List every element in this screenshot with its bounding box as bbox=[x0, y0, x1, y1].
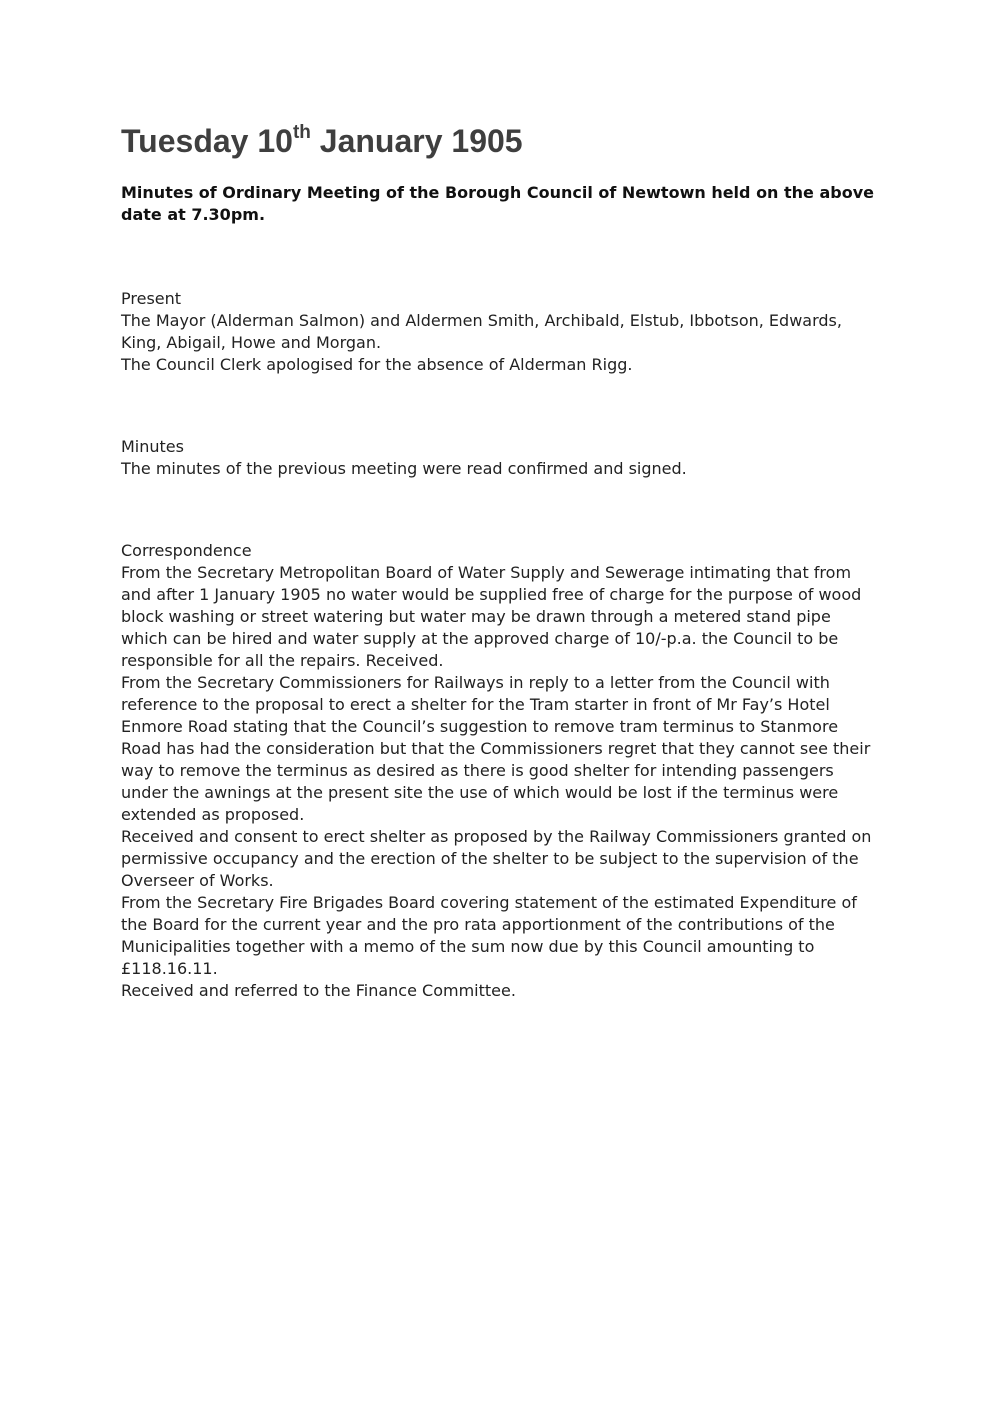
paragraph-finance-referral: Received and referred to the Finance Committee. bbox=[121, 981, 516, 1000]
document-body bbox=[121, 120, 881, 1002]
title-ordinal: th bbox=[292, 121, 311, 143]
paragraph-fire-brigades: From the Secretary Fire Brigades Board covering statement of the estimated Expenditure of the Board for the current year and the pro rata apportionment of the contributions of the Municipalities together with a memo of the sum now due by this Council amounting to £118.16.11. bbox=[121, 893, 857, 978]
section-heading-minutes: Minutes bbox=[121, 437, 184, 456]
paragraph-water-board: From the Secretary Metropolitan Board of Water Supply and Sewerage intimating that from and after 1 January 1905 no water would be supplied free of charge for the purpose of wood block washing or street watering but water may be drawn through a metered stand pipe which can be hired and water supply at the approved charge of 10/-p.a. the Council to be responsible for all the repairs. Received. bbox=[121, 563, 862, 670]
meeting-subtitle: Minutes of Ordinary Meeting of the Borough Council of Newtown held on the above date at 7.30pm. bbox=[121, 183, 874, 224]
title-day: Tuesday 10 bbox=[121, 123, 293, 159]
title-month-year: January 1905 bbox=[310, 123, 523, 159]
section-heading-present: Present bbox=[121, 289, 182, 308]
section-heading-correspondence: Correspondence bbox=[121, 541, 252, 560]
paragraph-railways: From the Secretary Commissioners for Railways in reply to a letter from the Council with reference to the proposal to erect a shelter for the Tram starter in front of Mr Fay’s Hotel Enmore Road stating that the Council’s suggestion to remove tram terminus to Stanmore Road has had the consideration but that the Commissioners regret that they cannot see their way to remove the terminus as desired as there is good shelter for intending passengers under the awnings at the present site the use of which would be lost if the terminus were extended as proposed. bbox=[121, 673, 871, 824]
paragraph-attendees: The Mayor (Alderman Salmon) and Aldermen Smith, Archibald, Elstub, Ibbotson, Edwards, King, Abigail, Howe and Morgan. bbox=[121, 311, 842, 352]
paragraph-shelter-consent: Received and consent to erect shelter as proposed by the Railway Commissioners granted on permissive occupancy and the erection of the shelter to be subject to the supervision of the Overseer of Works. bbox=[121, 827, 872, 890]
paragraph-minutes-confirmed: The minutes of the previous meeting were read confirmed and signed. bbox=[121, 459, 687, 478]
page-title bbox=[121, 120, 881, 162]
paragraph-apology: The Council Clerk apologised for the absence of Alderman Rigg. bbox=[121, 355, 633, 374]
